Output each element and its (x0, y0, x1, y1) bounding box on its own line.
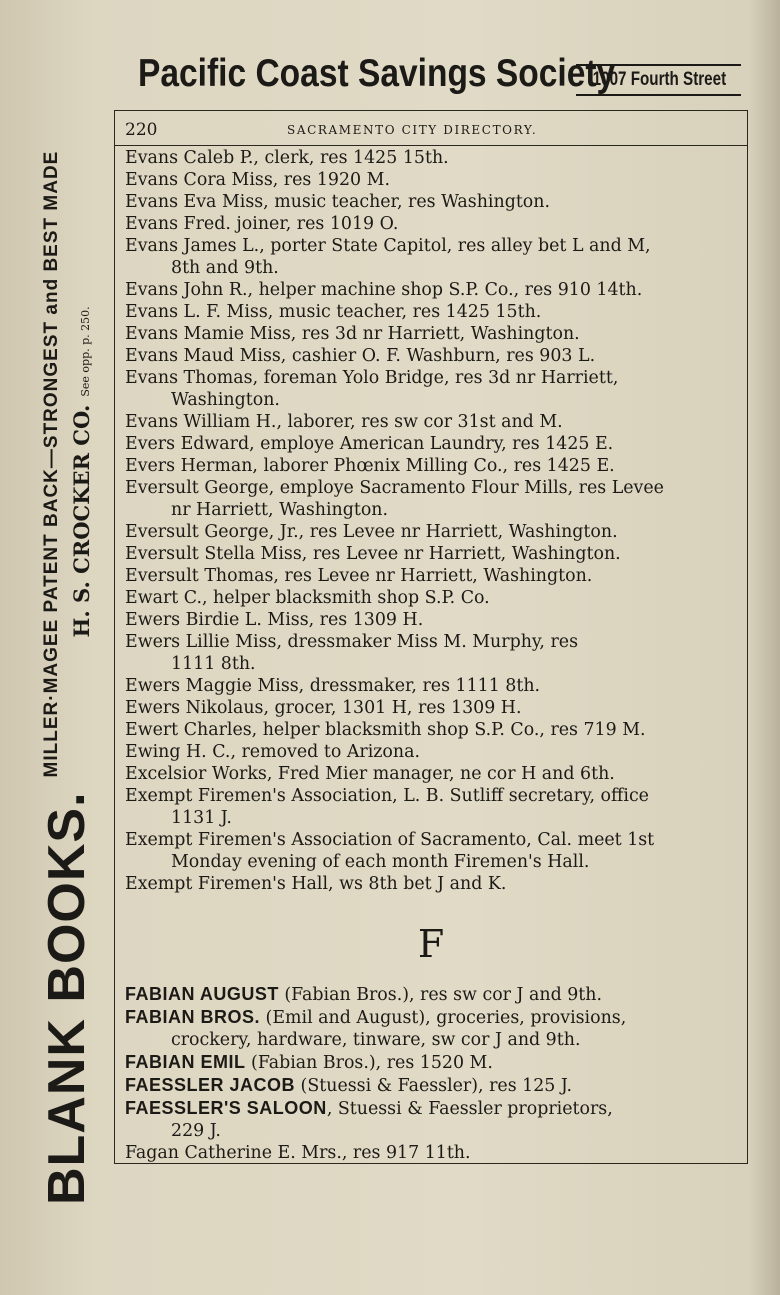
list-item (125, 565, 731, 587)
entry-text: (Emil and August), groceries, provisions, (260, 1008, 627, 1028)
entry-text: Evers Edward, employe American Laundry, res 1425 E. (125, 434, 614, 454)
list-item (125, 675, 731, 697)
list-item (125, 169, 731, 191)
list-item (125, 785, 731, 829)
entry-continuation: Washington. (171, 390, 280, 410)
entry-text: Evans Fred. joiner, res 1019 O. (125, 214, 399, 234)
entry-text: Evers Herman, laborer Phœnix Milling Co., res 1425 E. (125, 456, 615, 476)
list-item (125, 455, 731, 477)
entries-list (115, 147, 747, 1164)
list-item (125, 477, 731, 521)
entry-text: Eversult Stella Miss, res Levee nr Harriett, Washington. (125, 544, 621, 564)
list-item (125, 543, 731, 565)
entry-text: Ewers Birdie L. Miss, res 1309 H. (125, 610, 424, 630)
list-item (125, 1074, 731, 1097)
list-item (125, 763, 731, 785)
page-number: 220 (125, 120, 158, 140)
entry-text: , Stuessi & Faessler proprietors, (326, 1099, 613, 1119)
entry-continuation: 1111 8th. (171, 654, 256, 674)
list-item (125, 719, 731, 741)
list-item (125, 367, 731, 411)
entry-continuation: 1131 J. (171, 808, 232, 828)
list-item (125, 587, 731, 609)
list-item (125, 147, 731, 169)
entry-text: Evans John R., helper machine shop S.P. Co., res 910 14th. (125, 280, 643, 300)
list-item (125, 345, 731, 367)
side-ad-stack (41, 151, 94, 778)
list-item (125, 323, 731, 345)
entry-text: Eversult Thomas, res Levee nr Harriett, Washington. (125, 566, 593, 586)
entry-text: Ewert Charles, helper blacksmith shop S.P. Co., res 719 M. (125, 720, 646, 740)
see-page-note: See opp. p. 250. (78, 306, 92, 397)
entry-text: Ewart C., helper blacksmith shop S.P. Co. (125, 588, 490, 608)
entry-text: Eversult George, employe Sacramento Flour Mills, res Levee (125, 478, 664, 498)
entry-text: Exempt Firemen's Association, L. B. Sutliff secretary, office (125, 786, 649, 806)
entry-text: Evans Thomas, foreman Yolo Bridge, res 3d nr Harriett, (125, 368, 619, 388)
entry-text: (Fabian Bros.), res 1520 M. (245, 1053, 493, 1073)
street-text: 1007 Fourth Street (592, 69, 727, 90)
entry-continuation: nr Harriett, Washington. (171, 500, 389, 520)
entry-text: Evans Mamie Miss, res 3d nr Harriett, Washington. (125, 324, 580, 344)
list-item (125, 235, 731, 279)
entry-text: Evans James L., porter State Capitol, res alley bet L and M, (125, 236, 651, 256)
entry-name: FABIAN AUGUST (125, 984, 279, 1004)
list-item (125, 1006, 731, 1051)
list-item (125, 521, 731, 543)
entry-continuation: crockery, hardware, tinware, sw cor J and 9th. (171, 1030, 581, 1050)
entry-text: (Stuessi & Faessler), res 125 J. (295, 1076, 573, 1096)
side-ad-line1: MILLER·MAGEE PATENT BACK—STRONGEST and BEST MADE (40, 150, 62, 778)
entry-continuation: Monday evening of each month Firemen's Hall. (171, 852, 590, 872)
directory-frame (114, 110, 748, 1164)
entry-text: Excelsior Works, Fred Mier manager, ne cor H and 6th. (125, 764, 615, 784)
entry-text: Exempt Firemen's Association of Sacramento, Cal. meet 1st (125, 830, 655, 850)
list-item (125, 697, 731, 719)
entry-name: FAESSLER JACOB (125, 1075, 296, 1095)
list-item (125, 983, 731, 1006)
entry-text: Exempt Firemen's Hall, ws 8th bet J and K. (125, 874, 507, 894)
page-header (115, 111, 747, 146)
list-item (125, 1051, 731, 1074)
list-item (125, 411, 731, 433)
list-item (125, 213, 731, 235)
section-letter: F (417, 922, 445, 966)
entry-text: (Fabian Bros.), res sw cor J and 9th. (278, 985, 603, 1005)
list-item (125, 741, 731, 763)
list-item (125, 631, 731, 675)
list-item (125, 301, 731, 323)
entry-text: Ewers Maggie Miss, dressmaker, res 1111 8th. (125, 676, 541, 696)
entry-text: Evans Caleb P., clerk, res 1425 15th. (125, 148, 449, 168)
list-item (125, 873, 731, 895)
list-item (125, 609, 731, 631)
entry-name: FAESSLER'S SALOON (125, 1098, 327, 1118)
directory-title: SACRAMENTO CITY DIRECTORY. (287, 123, 538, 137)
entry-text: Evans Eva Miss, music teacher, res Washington. (125, 192, 551, 212)
entry-text: Ewers Lillie Miss, dressmaker Miss M. Murphy, res (125, 632, 579, 652)
entry-text: Fagan Catherine E. Mrs., res 917 11th. (125, 1143, 471, 1163)
list-item (125, 433, 731, 455)
list-item (125, 1142, 731, 1164)
entry-continuation: 229 J. (171, 1121, 221, 1141)
crocker-name: H. S. CROCKER CO. (68, 404, 94, 638)
street-address (576, 64, 741, 96)
entry-continuation: 8th and 9th. (171, 258, 279, 278)
entry-text: Evans Maud Miss, cashier O. F. Washburn, res 903 L. (125, 346, 596, 366)
list-item (125, 1097, 731, 1142)
entry-text: Ewing H. C., removed to Arizona. (125, 742, 420, 762)
entry-text: Evans Cora Miss, res 1920 M. (125, 170, 390, 190)
list-item (125, 279, 731, 301)
blank-books-text: BLANK BOOKS. (38, 791, 96, 1205)
list-item (125, 191, 731, 213)
entry-text: Eversult George, Jr., res Levee nr Harriett, Washington. (125, 522, 618, 542)
entry-name: FABIAN EMIL (125, 1052, 246, 1072)
entry-text: Evans L. F. Miss, music teacher, res 1425 15th. (125, 302, 542, 322)
list-item (125, 829, 731, 873)
society-name: Pacific Coast Savings Society (138, 52, 616, 95)
side-advertisement (22, 75, 112, 1205)
entry-text: Evans William H., laborer, res sw cor 31st and M. (125, 412, 563, 432)
side-ad-line2 (69, 151, 94, 778)
entry-text: Ewers Nikolaus, grocer, 1301 H, res 1309 H. (125, 698, 522, 718)
top-banner (138, 52, 743, 102)
entry-name: FABIAN BROS. (125, 1007, 261, 1027)
